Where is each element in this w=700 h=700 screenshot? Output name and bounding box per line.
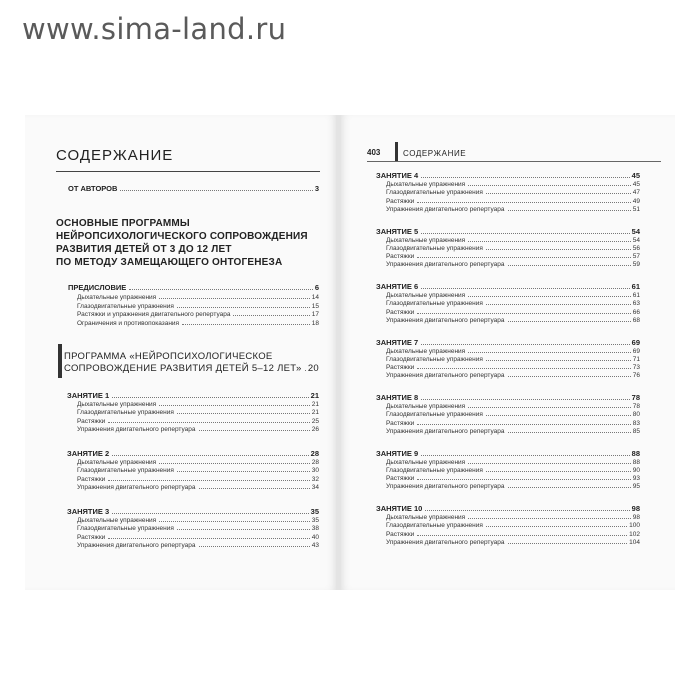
toc-subentry bbox=[77, 484, 319, 491]
toc-entry-page: 25 bbox=[311, 417, 319, 425]
toc-entry-label: Растяжки bbox=[386, 364, 415, 372]
toc-entry-page: 14 bbox=[311, 294, 319, 301]
toc-subentry bbox=[386, 420, 640, 427]
toc-entry-label: Дыхательные упражнения bbox=[77, 294, 157, 301]
toc-entry-label: ЗАНЯТИЕ 9 bbox=[376, 448, 419, 458]
toc-entry-label: Растяжки bbox=[386, 475, 415, 483]
toc-entry-label: Глазодвигательные упражнения bbox=[386, 466, 483, 474]
dot-leader bbox=[486, 192, 631, 194]
toc-entry-label: Глазодвигательные упражнения bbox=[77, 409, 174, 417]
toc-entry-page: 28 bbox=[311, 459, 319, 466]
toc-subentry bbox=[77, 303, 319, 310]
toc-subentry bbox=[77, 401, 319, 408]
dot-leader bbox=[177, 528, 310, 530]
dot-leader bbox=[108, 537, 309, 539]
running-head-rule bbox=[367, 161, 661, 162]
running-title: СОДЕРЖАНИЕ bbox=[403, 149, 467, 158]
toc-entry-page: 59 bbox=[632, 261, 640, 269]
dot-leader bbox=[159, 297, 310, 299]
toc-entry-page: 35 bbox=[311, 517, 319, 524]
dot-leader bbox=[108, 479, 309, 481]
toc-subentry bbox=[386, 181, 640, 188]
dot-leader bbox=[468, 517, 631, 519]
toc-entry-label: Глазодвигательные упражнения bbox=[386, 300, 483, 308]
toc-entry-label: Упражнения двигательного репертуара bbox=[77, 425, 196, 433]
dot-leader bbox=[486, 414, 631, 416]
toc-subentry bbox=[77, 459, 319, 466]
toc-entry-page: 102 bbox=[629, 530, 640, 538]
toc-lesson-entry bbox=[376, 338, 640, 347]
toc-subentry bbox=[77, 320, 319, 327]
toc-lesson-entry bbox=[376, 504, 640, 513]
program-title-line bbox=[64, 363, 319, 375]
toc-subentry bbox=[386, 300, 640, 307]
toc-entry-label: Дыхательные упражнения bbox=[386, 181, 466, 188]
dot-leader bbox=[486, 525, 627, 527]
toc-entry-page: 68 bbox=[632, 316, 640, 324]
dot-leader bbox=[417, 201, 630, 203]
toc-subentry bbox=[386, 198, 640, 205]
toc-entry-page: 15 bbox=[311, 303, 319, 310]
toc-subentry bbox=[386, 475, 640, 482]
toc-subentry bbox=[77, 542, 319, 549]
toc-entry-page: 90 bbox=[632, 466, 640, 474]
toc-subentry bbox=[77, 409, 319, 416]
toc-subentry bbox=[77, 294, 319, 301]
toc-entry-label: ЗАНЯТИЕ 7 bbox=[376, 337, 419, 347]
toc-subentry bbox=[77, 467, 319, 474]
toc-entry-label: ЗАНЯТИЕ 1 bbox=[67, 391, 110, 400]
toc-entry-label: Упражнения двигательного репертуара bbox=[386, 261, 505, 269]
toc-subentry bbox=[386, 189, 640, 196]
toc-lesson-entry bbox=[376, 227, 640, 236]
toc-entry-page: 34 bbox=[311, 483, 319, 491]
dot-leader bbox=[508, 486, 631, 488]
toc-entry-page: 28 bbox=[310, 449, 319, 458]
toc-entry-label: Глазодвигательные упражнения bbox=[386, 355, 483, 363]
toc-entry-page: 63 bbox=[632, 300, 640, 308]
toc-subentry bbox=[77, 517, 319, 524]
toc-entry-label: Глазодвигательные упражнения bbox=[386, 522, 483, 530]
toc-entry-label: ЗАНЯТИЕ 2 bbox=[67, 449, 110, 458]
dot-leader bbox=[486, 248, 631, 250]
toc-entry-page: 78 bbox=[632, 403, 640, 410]
toc-subentry bbox=[77, 534, 319, 541]
dot-leader bbox=[199, 429, 310, 431]
dot-leader bbox=[112, 512, 309, 514]
dot-leader bbox=[199, 487, 310, 489]
dot-leader bbox=[421, 454, 630, 456]
dot-leader bbox=[508, 375, 631, 377]
dot-leader bbox=[508, 542, 628, 544]
toc-entry-page: 61 bbox=[631, 282, 640, 291]
toc-lesson-entry bbox=[67, 391, 319, 400]
toc-subentry bbox=[386, 364, 640, 371]
toc-lesson-entry bbox=[376, 171, 640, 180]
page-number: 403 bbox=[367, 148, 381, 157]
toc-entry-label: ЗАНЯТИЕ 4 bbox=[376, 171, 419, 180]
toc-lesson-entry bbox=[376, 449, 640, 458]
toc-entry-page: 21 bbox=[311, 401, 319, 408]
dot-leader bbox=[129, 288, 313, 290]
toc-entry-page: 76 bbox=[632, 372, 640, 380]
toc-entry-label: Дыхательные упражнения bbox=[386, 347, 466, 355]
dot-leader bbox=[421, 398, 630, 400]
toc-entry-label: ЗАНЯТИЕ 6 bbox=[376, 282, 419, 291]
dot-leader bbox=[417, 256, 630, 258]
toc-subentry bbox=[386, 292, 640, 299]
toc-entry-label: Упражнения двигательного репертуара bbox=[386, 316, 505, 324]
toc-entry-label: Дыхательные упражнения bbox=[386, 458, 466, 466]
toc-entry-label: Упражнения двигательного репертуара bbox=[386, 483, 505, 491]
program-title-text: СОПРОВОЖДЕНИЕ РАЗВИТИЯ ДЕТЕЙ 5–12 ЛЕТ» bbox=[64, 363, 302, 374]
toc-subentry bbox=[386, 309, 640, 316]
toc-entry-page: 56 bbox=[632, 244, 640, 252]
dot-leader bbox=[417, 367, 630, 369]
toc-entry-label: Дыхательные упражнения bbox=[386, 292, 466, 299]
toc-subentry bbox=[386, 539, 640, 546]
toc-entry-label: Глазодвигательные упражнения bbox=[386, 411, 483, 419]
toc-title: СОДЕРЖАНИЕ bbox=[56, 147, 174, 164]
toc-subentry bbox=[386, 467, 640, 474]
dot-leader bbox=[417, 423, 630, 425]
dot-leader bbox=[112, 396, 309, 398]
dot-leader bbox=[486, 359, 631, 361]
dot-leader bbox=[508, 431, 631, 433]
toc-entry-label: Дыхательные упражнения bbox=[386, 514, 466, 521]
toc-entry-label: Растяжки bbox=[386, 419, 415, 427]
dot-leader bbox=[421, 287, 630, 289]
toc-entry-label: Ограничения и противопоказания bbox=[77, 320, 180, 327]
toc-entry-page: 88 bbox=[631, 448, 640, 458]
toc-subentry bbox=[386, 403, 640, 410]
toc-entry-page: 47 bbox=[632, 189, 640, 197]
dot-leader bbox=[486, 470, 631, 472]
toc-entry-label: Глазодвигательные упражнения bbox=[386, 244, 483, 252]
dot-leader bbox=[417, 534, 627, 536]
toc-subentry bbox=[77, 311, 319, 318]
dot-leader bbox=[177, 412, 310, 414]
toc-entry-label: Упражнения двигательного репертуара bbox=[77, 483, 196, 491]
toc-subentry bbox=[386, 237, 640, 244]
dot-leader bbox=[417, 478, 630, 480]
toc-entry-page: 98 bbox=[631, 504, 640, 513]
toc-entry-label: Растяжки bbox=[386, 253, 415, 261]
toc-subentry bbox=[386, 245, 640, 252]
toc-entry-label: Дыхательные упражнения bbox=[77, 459, 157, 466]
toc-entry-page: 3 bbox=[314, 184, 319, 193]
toc-entry-page: 95 bbox=[632, 483, 640, 491]
toc-subentry bbox=[77, 418, 319, 425]
toc-entry-label: ЗАНЯТИЕ 8 bbox=[376, 393, 419, 402]
left-page bbox=[25, 115, 336, 590]
toc-entry-label: Дыхательные упражнения bbox=[77, 517, 157, 524]
toc-entry-label: Растяжки и упражнения двигательного репертуара bbox=[77, 311, 231, 318]
toc-entry-page: 57 bbox=[632, 253, 640, 261]
program-page: 20 bbox=[307, 363, 319, 374]
toc-entry-label: Упражнения двигательного репертуара bbox=[386, 538, 505, 546]
toc-entry-page: 54 bbox=[631, 226, 640, 236]
dot-leader bbox=[468, 240, 631, 242]
dot-leader bbox=[508, 209, 631, 211]
toc-entry-label: Глазодвигательные упражнения bbox=[77, 525, 174, 533]
toc-entry-page: 93 bbox=[632, 475, 640, 483]
toc-entry-label: ЗАНЯТИЕ 3 bbox=[67, 507, 110, 516]
dot-leader bbox=[468, 184, 631, 186]
toc-entry-page: 21 bbox=[311, 409, 319, 417]
toc-entry-authors bbox=[68, 184, 319, 193]
dot-leader bbox=[233, 314, 309, 316]
toc-entry-page: 40 bbox=[311, 533, 319, 541]
running-head-bar bbox=[395, 142, 398, 161]
toc-entry-page: 88 bbox=[632, 458, 640, 466]
dot-leader bbox=[199, 545, 310, 547]
dot-leader bbox=[159, 462, 310, 464]
toc-entry-label: Глазодвигательные упражнения bbox=[77, 303, 174, 310]
dot-leader bbox=[120, 189, 312, 191]
toc-entry-label: Дыхательные упражнения bbox=[386, 236, 466, 244]
dot-leader bbox=[177, 306, 310, 308]
toc-subentry bbox=[386, 428, 640, 435]
toc-entry-page: 32 bbox=[311, 475, 319, 483]
toc-entry-label: Глазодвигательные упражнения bbox=[386, 189, 483, 197]
dot-leader bbox=[508, 320, 631, 322]
dot-leader bbox=[421, 232, 630, 234]
toc-entry-page: 104 bbox=[629, 538, 640, 546]
toc-entry-label: Растяжки bbox=[77, 533, 106, 541]
dot-leader bbox=[417, 312, 630, 314]
toc-entry-label: Растяжки bbox=[77, 475, 106, 483]
toc-entry-page: 69 bbox=[632, 347, 640, 355]
toc-entry-page: 73 bbox=[632, 364, 640, 372]
dot-leader bbox=[159, 520, 310, 522]
toc-entry-label: Растяжки bbox=[386, 308, 415, 316]
toc-entry-page: 35 bbox=[310, 507, 319, 516]
toc-subentry bbox=[386, 531, 640, 538]
toc-entry-page: 83 bbox=[632, 419, 640, 427]
toc-lesson-entry bbox=[67, 449, 319, 458]
toc-entry-label: Упражнения двигательного репертуара bbox=[386, 372, 505, 380]
toc-subentry bbox=[77, 525, 319, 532]
toc-entry-label: ЗАНЯТИЕ 5 bbox=[376, 226, 419, 236]
toc-entry-page: 66 bbox=[632, 308, 640, 316]
toc-subentry bbox=[386, 411, 640, 418]
dot-leader bbox=[112, 454, 309, 456]
program-bar bbox=[58, 344, 62, 378]
toc-entry-page: 98 bbox=[632, 514, 640, 521]
toc-entry-page: 38 bbox=[311, 525, 319, 533]
dot-leader bbox=[305, 370, 306, 371]
site-watermark: www.sima-land.ru bbox=[22, 12, 287, 46]
toc-entry-label: Дыхательные упражнения bbox=[386, 403, 466, 410]
right-page bbox=[341, 115, 675, 590]
toc-subentry bbox=[386, 317, 640, 324]
program-title bbox=[64, 351, 319, 375]
toc-entry-label: ОТ АВТОРОВ bbox=[68, 184, 118, 193]
toc-entry-page: 21 bbox=[310, 391, 319, 400]
toc-lesson-entry bbox=[376, 393, 640, 402]
toc-entry-page: 49 bbox=[632, 197, 640, 205]
dot-leader bbox=[421, 343, 630, 345]
toc-subentry bbox=[77, 426, 319, 433]
dot-leader bbox=[159, 404, 310, 406]
dot-leader bbox=[468, 351, 631, 353]
dot-leader bbox=[468, 462, 631, 464]
toc-subentry bbox=[386, 372, 640, 379]
toc-subentry bbox=[386, 356, 640, 363]
toc-entry-label: Дыхательные упражнения bbox=[77, 401, 157, 408]
dot-leader bbox=[468, 295, 631, 297]
dot-leader bbox=[486, 303, 631, 305]
toc-lesson-entry bbox=[67, 507, 319, 516]
title-rule bbox=[56, 171, 320, 172]
toc-entry-label: ПРЕДИСЛОВИЕ bbox=[68, 283, 127, 292]
dot-leader bbox=[182, 323, 310, 325]
toc-entry-page: 54 bbox=[632, 236, 640, 244]
toc-entry-page: 71 bbox=[632, 355, 640, 363]
section-heading-line: НЕЙРОПСИХОЛОГИЧЕСКОГО СОПРОВОЖДЕНИЯ bbox=[56, 231, 308, 242]
toc-subentry bbox=[77, 476, 319, 483]
toc-entry-label: Упражнения двигательного репертуара bbox=[386, 205, 505, 213]
dot-leader bbox=[508, 264, 631, 266]
dot-leader bbox=[177, 470, 310, 472]
toc-entry-label: Растяжки bbox=[386, 530, 415, 538]
toc-entry-page: 17 bbox=[311, 311, 319, 318]
toc-lesson-entry bbox=[376, 282, 640, 291]
section-heading bbox=[56, 217, 308, 269]
section-heading-line: РАЗВИТИЯ ДЕТЕЙ ОТ 3 ДО 12 ЛЕТ bbox=[56, 244, 232, 255]
toc-entry-page: 61 bbox=[632, 292, 640, 299]
toc-entry-label: Глазодвигательные упражнения bbox=[77, 467, 174, 475]
toc-subentry bbox=[386, 514, 640, 521]
toc-entry-page: 45 bbox=[632, 181, 640, 188]
toc-entry-page: 30 bbox=[311, 467, 319, 475]
toc-entry-page: 43 bbox=[311, 541, 319, 549]
toc-entry-preface bbox=[68, 283, 319, 292]
toc-entry-page: 51 bbox=[632, 205, 640, 213]
section-heading-line: ОСНОВНЫЕ ПРОГРАММЫ bbox=[56, 218, 190, 229]
toc-entry-label: ЗАНЯТИЕ 10 bbox=[376, 504, 423, 513]
toc-entry-label: Упражнения двигательного репертуара bbox=[77, 541, 196, 549]
toc-subentry bbox=[386, 261, 640, 268]
toc-entry-page: 80 bbox=[632, 411, 640, 419]
toc-entry-page: 85 bbox=[632, 427, 640, 435]
toc-entry-page: 69 bbox=[631, 337, 640, 347]
toc-entry-label: Растяжки bbox=[386, 197, 415, 205]
toc-subentry bbox=[386, 459, 640, 466]
dot-leader bbox=[425, 509, 629, 511]
toc-entry-page: 100 bbox=[629, 522, 640, 530]
toc-entry-page: 18 bbox=[311, 320, 319, 327]
dot-leader bbox=[108, 421, 309, 423]
toc-subentry bbox=[386, 522, 640, 529]
dot-leader bbox=[421, 176, 630, 178]
toc-subentry bbox=[386, 348, 640, 355]
toc-entry-label: Растяжки bbox=[77, 417, 106, 425]
dot-leader bbox=[468, 406, 631, 408]
toc-subentry bbox=[386, 483, 640, 490]
toc-entry-page: 6 bbox=[314, 283, 319, 292]
program-title-line: ПРОГРАММА «НЕЙРОПСИХОЛОГИЧЕСКОЕ bbox=[64, 351, 273, 362]
toc-entry-page: 45 bbox=[631, 171, 640, 180]
toc-subentry bbox=[386, 206, 640, 213]
toc-entry-page: 26 bbox=[311, 425, 319, 433]
toc-entry-page: 78 bbox=[631, 393, 640, 402]
toc-entry-label: Упражнения двигательного репертуара bbox=[386, 427, 505, 435]
toc-subentry bbox=[386, 253, 640, 260]
section-heading-line: ПО МЕТОДУ ЗАМЕЩАЮЩЕГО ОНТОГЕНЕЗА bbox=[56, 257, 283, 268]
